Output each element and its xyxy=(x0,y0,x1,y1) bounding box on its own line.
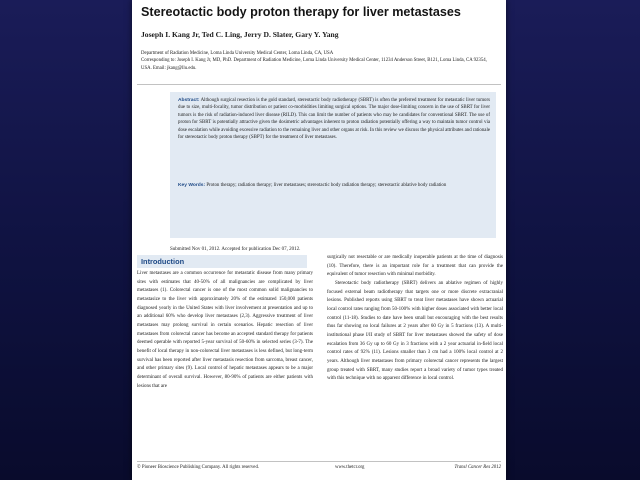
left-column xyxy=(137,270,313,391)
abstract-text: Although surgical resection is the gold standard, stereotactic body radiotherapy (SBRT) is often the preferred treatment for metastatic liver tumors due to size, multi-focality, tumor distribution or patient co-morbidities limiting surgical options. The major dose-limiting concern in the use of SBRT for liver tumors is the risk of radiation-induced liver disease (RILD). This can limit the number of patients who may be candidates for conventional SBRT. The use of proton for SBRT is potentially attractive given the dosimetric advantages inherent to proton radiation potentially offering a way to maintain tumor control via dose escalation while avoiding excessive radiation to the remaining liver and other organs at risk. In this review we discuss the physical attributes and rationale for stereotactic body proton therapy (SBPT) for the treatment of liver metastases. xyxy=(178,98,490,141)
submitted-line: Submitted Nov 01, 2012. Accepted for publication Dec 07, 2012. xyxy=(170,247,301,252)
keywords-text: Proton therapy; radiation therapy; liver metastases; stereotactic body radiation therapy; stereotactic ablative body radiation xyxy=(206,183,447,188)
keywords xyxy=(178,182,490,189)
paper-authors: Joseph I. Kang Jr, Ted C. Ling, Jerry D. Slater, Gary Y. Yang xyxy=(141,30,339,39)
article-page xyxy=(132,0,506,480)
paper-title: Stereotactic body proton therapy for liver metastases xyxy=(141,5,461,19)
intro-heading: Introduction xyxy=(141,257,185,266)
copyright-text: © Pioneer Bioscience Publishing Company. All rights reserved. xyxy=(137,465,260,470)
journal-citation: Transl Cancer Res 2012 xyxy=(454,465,501,470)
header-divider xyxy=(137,84,501,85)
keywords-label: Key Words: xyxy=(178,183,206,188)
abstract-label: Abstract: xyxy=(178,98,200,103)
body-paragraph: surgically not resectable or are medically inoperable patients at the time of diagnosis (10). Therefore, there is an important role for a treatment that can provide the equivalent of tumor resection with minimal morbidity. xyxy=(327,255,503,278)
abstract xyxy=(178,97,490,142)
body-paragraph: Liver metastases are a common occurrence for metastatic disease from many primary sites with estimates that 40-50% of all malignancies are complicated by liver metastases (1). Colorectal cancer is one of the most common solid malignancies to metastasize to the liver with approximately 20% of the estimated 150,000 patients diagnosed yearly in the United States with liver involvement at presentation and up to an additional 60% who develop liver metastases (2,3). Aggressive treatment of liver metastases may prolong survival in certain scenarios. Hepatic resection of liver metastases from colorectal cancer has become an accepted standard therapy for patients deemed operable with reported 5-year survival of 50-60% in selected series (3-7). The benefit of local therapy in non-colorectal liver metastases is less defined, but long-term survival has been reported after liver metastasis resection from sarcoma, breast cancer, and other primary sites (9). Local control of hepatic metastases appears to be a major determinant of overall survival. However, 80-90% of patients are either patients with lesions that are xyxy=(137,271,313,389)
right-column xyxy=(327,254,503,384)
affiliation-block xyxy=(141,50,497,72)
department-line: Department of Radiation Medicine, Loma Linda University Medical Center, Loma Linda, CA, USA xyxy=(141,51,334,56)
correspondence-line: Corresponding to: Joseph I. Kang Jr, MD, PhD. Department of Radiation Medicine, Loma Linda University Medical Center, 11234 Anderson Street, B121, Loma Linda, CA 92354, USA. Email: jkang@llu.edu. xyxy=(141,58,487,71)
abstract-box xyxy=(170,92,496,238)
footer-divider xyxy=(137,461,501,462)
body-paragraph: Stereotactic body radiotherapy (SBRT) delivers an ablative regimen of highly focused external beam radiotherapy that targets one or more discrete extracranial lesions. Published reports using SBRT to treat liver metastases have shown actuarial local control rates ranging from 50-100% with higher doses associated with better local control (11-18). Studies to date have been small but encouraging with the best results thus far showing no local failures at 2 years after 60 Gy in 5 fractions (13). A multi-institutional phase I/II study of SBRT for liver metastases showed the safety of dose escalation from 36 Gy up to 60 Gy in 3 fractions with a 2 year actuarial in-field local control rates of 92% (11). Lesions smaller than 3 cm had a 100% local control at 2 years. Although liver metastases from primary colorectal cancer represents the largest group treated with SBRT, many studies report a broad variety of tumor types treated with this technique with no apparent difference in local control. xyxy=(327,280,503,382)
journal-url-link[interactable]: www.thetcr.org xyxy=(335,465,365,470)
